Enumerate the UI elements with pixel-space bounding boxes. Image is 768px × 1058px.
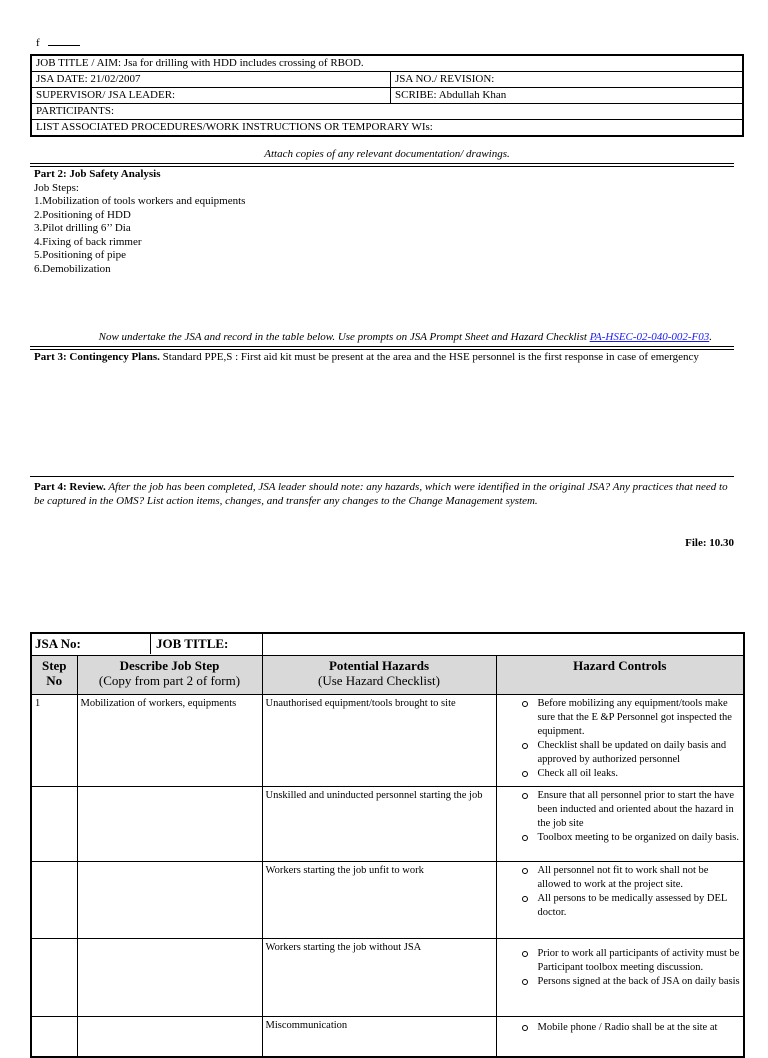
job-step: 1.Mobilization of tools workers and equipments (34, 195, 246, 207)
job-step: 3.Pilot drilling 6’’ Dia (34, 222, 131, 234)
step-no-cell: 1 (31, 695, 77, 787)
step-no-cell (31, 939, 77, 1017)
file-label: File: 10.30 (685, 537, 734, 549)
scribe-cell: SCRIBE: Abdullah Khan (391, 88, 744, 104)
control-item: All persons to be medically assessed by DEL doctor. (538, 892, 741, 920)
jsa-date-cell: JSA DATE: 21/02/2007 (31, 72, 391, 88)
checklist-link[interactable]: PA-HSEC-02-040-002-F03 (589, 331, 710, 343)
hazard-cell: Unauthorised equipment/tools brought to site (262, 695, 496, 787)
jsa-no-cell: JSA NO./ REVISION: (391, 72, 744, 88)
jsa-no-label: JSA No: (32, 634, 151, 654)
step-no-cell (31, 787, 77, 862)
part4-heading: Part 4: Review. (34, 481, 106, 493)
job-title-cell: JOB TITLE / AIM: Jsa for drilling with HDD includes crossing of RBOD. (31, 55, 743, 72)
control-item: Persons signed at the back of JSA on daily basis (537, 976, 740, 987)
hazard-cell: Workers starting the job without JSA (262, 939, 496, 1017)
part3-heading: Part 3: Contingency Plans. (34, 351, 160, 363)
jsa-table (30, 632, 745, 1058)
describe-cell (77, 939, 262, 1017)
job-step: 6.Demobilization (34, 262, 111, 275)
part2-section (34, 168, 734, 276)
part3-text: Standard PPE,S : First aid kit must be present at the area and the HSE personnel is the first response in case of emergency (159, 351, 699, 363)
divider (30, 476, 734, 477)
top-mark: f (36, 36, 80, 49)
table-row (31, 939, 744, 1017)
col-describe-header: Describe Job Step (Copy from part 2 of form) (77, 656, 262, 695)
job-steps-label: Job Steps: (34, 181, 79, 194)
table-row (31, 1017, 744, 1057)
describe-cell (77, 1017, 262, 1057)
hazard-cell: Unskilled and uninducted personnel starting the job (262, 787, 496, 862)
step-no-cell (31, 1017, 77, 1057)
procedures-cell: LIST ASSOCIATED PROCEDURES/WORK INSTRUCTIONS OR TEMPORARY WIs: (31, 120, 743, 137)
hazard-cell: Workers starting the job unfit to work (262, 862, 496, 939)
part4-text: After the job has been completed, JSA leader should note: any hazards, which were identified in the original JSA? Any practices that need to be captured in the OMS? List action items, changes, and transfer any changes to the Change Management system. (34, 481, 728, 507)
job-step: 2.Positioning of HDD (34, 208, 131, 221)
control-item: Prior to work all participants of activity must be Participant toolbox meeting discussion. (537, 948, 740, 973)
job-step: 5.Positioning of pipe (34, 249, 126, 261)
part2-heading: Part 2: Job Safety Analysis (34, 168, 161, 180)
table-row (31, 695, 744, 787)
attach-note: Attach copies of any relevant documentation/ drawings. (264, 148, 510, 160)
job-title-label: JOB TITLE: (156, 636, 229, 651)
job-steps-list (34, 195, 734, 276)
part4-section (34, 480, 734, 508)
describe-cell (77, 862, 262, 939)
jsa-header-table (30, 54, 744, 137)
table-row (31, 862, 744, 939)
divider (30, 163, 734, 167)
controls-cell (496, 862, 744, 939)
control-item: All personnel not fit to work shall not be allowed to work at the project site. (538, 864, 741, 892)
undertake-note: Now undertake the JSA and record in the table below. Use prompts on JSA Prompt Sheet and Hazard Checklist PA-HSEC-02-040-002-F03. (98, 331, 712, 343)
col-step-header: Step No (31, 656, 77, 695)
controls-cell (496, 939, 744, 1017)
supervisor-cell: SUPERVISOR/ JSA LEADER: (31, 88, 391, 104)
control-item: Check all oil leaks. (538, 767, 741, 781)
control-item: Before mobilizing any equipment/tools make sure that the E &P Personnel got inspected the equipment. (538, 697, 741, 739)
control-item: Mobile phone / Radio shall be at the site at (538, 1021, 741, 1035)
describe-cell: Mobilization of workers, equipments (77, 695, 262, 787)
describe-cell (77, 787, 262, 862)
controls-cell (496, 1017, 744, 1057)
col-controls-header: Hazard Controls (496, 656, 744, 695)
table-row (31, 787, 744, 862)
participants-cell: PARTICIPANTS: (31, 104, 743, 120)
control-item: Checklist shall be updated on daily basis and approved by authorized personnel (538, 739, 741, 767)
blank-line (48, 36, 80, 46)
control-item: Toolbox meeting to be organized on daily basis. (537, 832, 739, 843)
control-item: Ensure that all personnel prior to start the have been inducted and oriented about the hazard in the job site (538, 789, 741, 831)
controls-cell (496, 787, 744, 862)
hazard-cell: Miscommunication (262, 1017, 496, 1057)
controls-cell (496, 695, 744, 787)
col-hazards-header: Potential Hazards (Use Hazard Checklist) (262, 656, 496, 695)
part3-section (34, 350, 724, 364)
step-no-cell (31, 862, 77, 939)
jsa-no-label-cell (31, 633, 262, 656)
job-step: 4.Fixing of back rimmer (34, 235, 142, 248)
job-title-value-cell (262, 633, 744, 656)
